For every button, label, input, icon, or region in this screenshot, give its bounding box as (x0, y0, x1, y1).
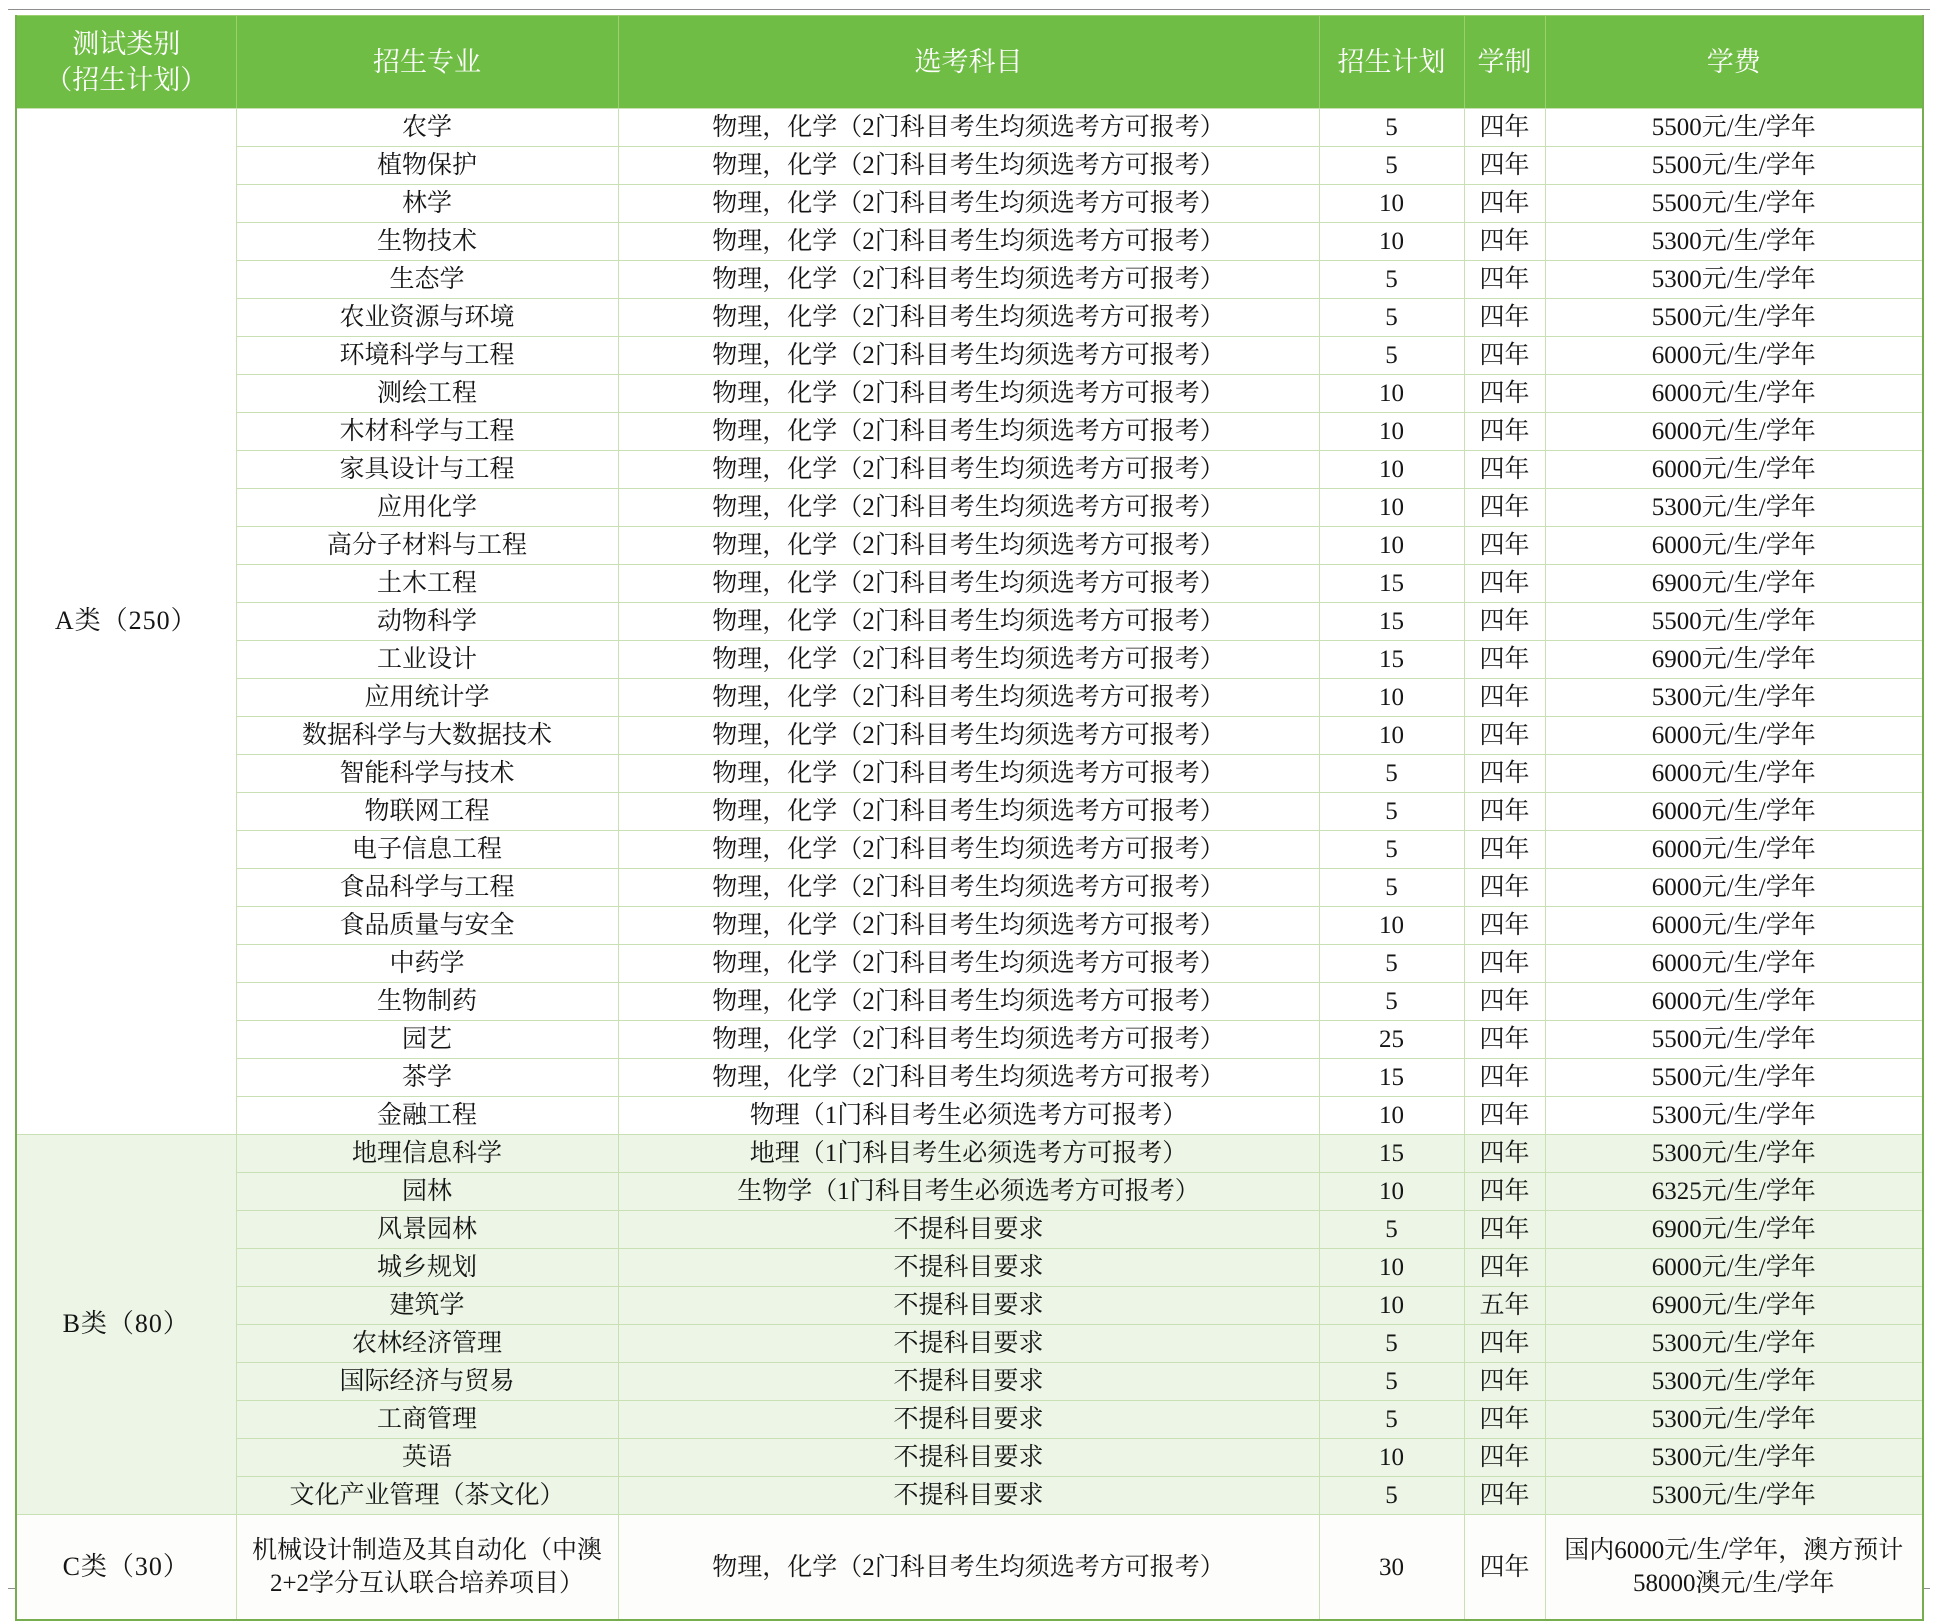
duration-cell: 四年 (1464, 489, 1545, 527)
col-header-duration: 学制 (1464, 16, 1545, 109)
subjects-cell: 物理，化学（2门科目考生均须选考方可报考） (618, 185, 1319, 223)
table-row (16, 603, 1923, 641)
major-cell: 文化产业管理（茶文化） (236, 1477, 618, 1515)
plan-cell: 15 (1319, 603, 1464, 641)
plan-cell: 5 (1319, 793, 1464, 831)
major-cell: 生物技术 (236, 223, 618, 261)
duration-cell: 四年 (1464, 299, 1545, 337)
duration-cell: 四年 (1464, 945, 1545, 983)
major-cell: 工业设计 (236, 641, 618, 679)
tuition-cell: 6900元/生/学年 (1545, 565, 1923, 603)
subjects-cell: 物理，化学（2门科目考生均须选考方可报考） (618, 869, 1319, 907)
col-header-plan: 招生计划 (1319, 16, 1464, 109)
tuition-cell: 5500元/生/学年 (1545, 147, 1923, 185)
duration-cell: 五年 (1464, 1287, 1545, 1325)
duration-cell: 四年 (1464, 717, 1545, 755)
plan-cell: 10 (1319, 1439, 1464, 1477)
subjects-cell: 物理，化学（2门科目考生均须选考方可报考） (618, 261, 1319, 299)
major-cell: 城乡规划 (236, 1249, 618, 1287)
major-cell: 风景园林 (236, 1211, 618, 1249)
duration-cell: 四年 (1464, 603, 1545, 641)
tuition-cell: 6900元/生/学年 (1545, 1211, 1923, 1249)
plan-cell: 5 (1319, 1363, 1464, 1401)
duration-cell: 四年 (1464, 1439, 1545, 1477)
plan-cell: 10 (1319, 1249, 1464, 1287)
major-cell: 电子信息工程 (236, 831, 618, 869)
subjects-cell: 物理，化学（2门科目考生均须选考方可报考） (618, 337, 1319, 375)
major-cell: 应用化学 (236, 489, 618, 527)
major-cell: 机械设计制造及其自动化（中澳2+2学分互认联合培养项目） (236, 1515, 618, 1621)
subjects-cell: 物理，化学（2门科目考生均须选考方可报考） (618, 1515, 1319, 1621)
plan-cell: 10 (1319, 223, 1464, 261)
top-rule (8, 9, 1930, 10)
table-row (16, 1173, 1923, 1211)
major-cell: 物联网工程 (236, 793, 618, 831)
major-cell: 木材科学与工程 (236, 413, 618, 451)
subjects-cell: 物理（1门科目考生必须选考方可报考） (618, 1097, 1319, 1135)
tuition-cell: 5300元/生/学年 (1545, 223, 1923, 261)
table-row (16, 1401, 1923, 1439)
subjects-cell: 物理，化学（2门科目考生均须选考方可报考） (618, 299, 1319, 337)
plan-cell: 5 (1319, 147, 1464, 185)
tuition-cell: 5300元/生/学年 (1545, 1439, 1923, 1477)
tuition-cell: 5300元/生/学年 (1545, 679, 1923, 717)
subjects-cell: 物理，化学（2门科目考生均须选考方可报考） (618, 527, 1319, 565)
tuition-cell: 6000元/生/学年 (1545, 413, 1923, 451)
col-header-category (16, 16, 236, 109)
plan-cell: 10 (1319, 527, 1464, 565)
table-row (16, 1059, 1923, 1097)
plan-cell: 30 (1319, 1515, 1464, 1621)
duration-cell: 四年 (1464, 261, 1545, 299)
tuition-cell: 6000元/生/学年 (1545, 945, 1923, 983)
subjects-cell: 不提科目要求 (618, 1211, 1319, 1249)
subjects-cell: 物理，化学（2门科目考生均须选考方可报考） (618, 565, 1319, 603)
duration-cell: 四年 (1464, 755, 1545, 793)
table-row (16, 1211, 1923, 1249)
duration-cell: 四年 (1464, 869, 1545, 907)
duration-cell: 四年 (1464, 451, 1545, 489)
subjects-cell: 物理，化学（2门科目考生均须选考方可报考） (618, 451, 1319, 489)
major-cell: 园林 (236, 1173, 618, 1211)
subjects-cell: 物理，化学（2门科目考生均须选考方可报考） (618, 679, 1319, 717)
category-cell: C类（30） (16, 1515, 236, 1621)
tuition-cell: 6000元/生/学年 (1545, 755, 1923, 793)
tuition-cell: 5500元/生/学年 (1545, 1021, 1923, 1059)
major-cell: 数据科学与大数据技术 (236, 717, 618, 755)
subjects-cell: 物理，化学（2门科目考生均须选考方可报考） (618, 831, 1319, 869)
subjects-cell: 物理，化学（2门科目考生均须选考方可报考） (618, 413, 1319, 451)
duration-cell: 四年 (1464, 983, 1545, 1021)
plan-cell: 10 (1319, 1097, 1464, 1135)
plan-cell: 5 (1319, 945, 1464, 983)
major-cell: 动物科学 (236, 603, 618, 641)
subjects-cell: 物理，化学（2门科目考生均须选考方可报考） (618, 375, 1319, 413)
duration-cell: 四年 (1464, 1211, 1545, 1249)
major-cell: 园艺 (236, 1021, 618, 1059)
subjects-cell: 物理，化学（2门科目考生均须选考方可报考） (618, 1021, 1319, 1059)
category-cell: A类（250） (16, 109, 236, 1135)
duration-cell: 四年 (1464, 1249, 1545, 1287)
duration-cell: 四年 (1464, 1401, 1545, 1439)
major-cell: 家具设计与工程 (236, 451, 618, 489)
major-cell: 英语 (236, 1439, 618, 1477)
tuition-cell: 6000元/生/学年 (1545, 451, 1923, 489)
major-cell: 生物制药 (236, 983, 618, 1021)
major-cell: 农业资源与环境 (236, 299, 618, 337)
plan-cell: 5 (1319, 1211, 1464, 1249)
plan-cell: 5 (1319, 1477, 1464, 1515)
duration-cell: 四年 (1464, 565, 1545, 603)
tuition-cell: 5300元/生/学年 (1545, 1325, 1923, 1363)
table-row (16, 1325, 1923, 1363)
plan-cell: 10 (1319, 717, 1464, 755)
subjects-cell: 物理，化学（2门科目考生均须选考方可报考） (618, 717, 1319, 755)
table-row (16, 869, 1923, 907)
duration-cell: 四年 (1464, 1173, 1545, 1211)
table-header (16, 16, 1923, 109)
table-row (16, 451, 1923, 489)
table-row (16, 831, 1923, 869)
major-cell: 茶学 (236, 1059, 618, 1097)
tuition-cell: 6000元/生/学年 (1545, 375, 1923, 413)
table-row (16, 1363, 1923, 1401)
table-row (16, 755, 1923, 793)
plan-cell: 5 (1319, 261, 1464, 299)
tuition-cell: 6900元/生/学年 (1545, 641, 1923, 679)
tuition-cell: 6000元/生/学年 (1545, 869, 1923, 907)
plan-cell: 10 (1319, 489, 1464, 527)
duration-cell: 四年 (1464, 1477, 1545, 1515)
tuition-cell: 5500元/生/学年 (1545, 603, 1923, 641)
tuition-cell: 6000元/生/学年 (1545, 831, 1923, 869)
admission-plan-table (15, 15, 1924, 1621)
table-row (16, 1249, 1923, 1287)
tuition-cell: 国内6000元/生/学年，澳方预计58000澳元/生/学年 (1545, 1515, 1923, 1621)
plan-cell: 10 (1319, 1173, 1464, 1211)
major-cell: 食品科学与工程 (236, 869, 618, 907)
duration-cell: 四年 (1464, 147, 1545, 185)
major-cell: 高分子材料与工程 (236, 527, 618, 565)
subjects-cell: 物理，化学（2门科目考生均须选考方可报考） (618, 489, 1319, 527)
tuition-cell: 6000元/生/学年 (1545, 907, 1923, 945)
duration-cell: 四年 (1464, 641, 1545, 679)
duration-cell: 四年 (1464, 413, 1545, 451)
tuition-cell: 6000元/生/学年 (1545, 527, 1923, 565)
col-header-subjects: 选考科目 (618, 16, 1319, 109)
duration-cell: 四年 (1464, 337, 1545, 375)
duration-cell: 四年 (1464, 223, 1545, 261)
major-cell: 测绘工程 (236, 375, 618, 413)
table-row (16, 109, 1923, 147)
plan-cell: 10 (1319, 907, 1464, 945)
subjects-cell: 不提科目要求 (618, 1439, 1319, 1477)
duration-cell: 四年 (1464, 1021, 1545, 1059)
major-cell: 应用统计学 (236, 679, 618, 717)
plan-cell: 15 (1319, 641, 1464, 679)
table-row (16, 261, 1923, 299)
tuition-cell: 5500元/生/学年 (1545, 299, 1923, 337)
table-row (16, 147, 1923, 185)
table-row (16, 299, 1923, 337)
major-cell: 土木工程 (236, 565, 618, 603)
tuition-cell: 5300元/生/学年 (1545, 261, 1923, 299)
duration-cell: 四年 (1464, 793, 1545, 831)
table-row (16, 185, 1923, 223)
table-row (16, 1477, 1923, 1515)
tuition-cell: 6000元/生/学年 (1545, 717, 1923, 755)
duration-cell: 四年 (1464, 375, 1545, 413)
plan-cell: 5 (1319, 755, 1464, 793)
plan-cell: 5 (1319, 869, 1464, 907)
tuition-cell: 5300元/生/学年 (1545, 489, 1923, 527)
col-header-category-line1: 测试类别 (72, 28, 181, 59)
subjects-cell: 不提科目要求 (618, 1401, 1319, 1439)
table-row (16, 907, 1923, 945)
table-row (16, 717, 1923, 755)
category-cell: B类（80） (16, 1135, 236, 1515)
duration-cell: 四年 (1464, 831, 1545, 869)
subjects-cell: 物理，化学（2门科目考生均须选考方可报考） (618, 983, 1319, 1021)
major-cell: 环境科学与工程 (236, 337, 618, 375)
subjects-cell: 不提科目要求 (618, 1249, 1319, 1287)
major-cell: 食品质量与安全 (236, 907, 618, 945)
tuition-cell: 6900元/生/学年 (1545, 1287, 1923, 1325)
table-row (16, 1021, 1923, 1059)
tuition-cell: 5500元/生/学年 (1545, 185, 1923, 223)
plan-cell: 10 (1319, 1287, 1464, 1325)
duration-cell: 四年 (1464, 185, 1545, 223)
plan-cell: 25 (1319, 1021, 1464, 1059)
plan-cell: 10 (1319, 413, 1464, 451)
subjects-cell: 不提科目要求 (618, 1363, 1319, 1401)
tuition-cell: 6325元/生/学年 (1545, 1173, 1923, 1211)
plan-cell: 10 (1319, 185, 1464, 223)
subjects-cell: 物理，化学（2门科目考生均须选考方可报考） (618, 945, 1319, 983)
tuition-cell: 5300元/生/学年 (1545, 1477, 1923, 1515)
plan-cell: 15 (1319, 1059, 1464, 1097)
major-cell: 金融工程 (236, 1097, 618, 1135)
table-row (16, 489, 1923, 527)
tuition-cell: 5300元/生/学年 (1545, 1135, 1923, 1173)
plan-cell: 5 (1319, 109, 1464, 147)
subjects-cell: 不提科目要求 (618, 1325, 1319, 1363)
table-row (16, 375, 1923, 413)
table-row (16, 1515, 1923, 1621)
table-row (16, 1287, 1923, 1325)
tuition-cell: 6000元/生/学年 (1545, 983, 1923, 1021)
major-cell: 智能科学与技术 (236, 755, 618, 793)
major-cell: 林学 (236, 185, 618, 223)
duration-cell: 四年 (1464, 1325, 1545, 1363)
tuition-cell: 6000元/生/学年 (1545, 793, 1923, 831)
table-row (16, 679, 1923, 717)
table-row (16, 641, 1923, 679)
plan-cell: 5 (1319, 299, 1464, 337)
major-cell: 农林经济管理 (236, 1325, 618, 1363)
tuition-cell: 5300元/生/学年 (1545, 1097, 1923, 1135)
table-row (16, 945, 1923, 983)
subjects-cell: 物理，化学（2门科目考生均须选考方可报考） (618, 907, 1319, 945)
col-header-category-line2: （招生计划） (45, 65, 208, 95)
subjects-cell: 不提科目要求 (618, 1287, 1319, 1325)
subjects-cell: 不提科目要求 (618, 1477, 1319, 1515)
tuition-cell: 6000元/生/学年 (1545, 1249, 1923, 1287)
duration-cell: 四年 (1464, 1363, 1545, 1401)
header-row (16, 16, 1923, 109)
plan-cell: 10 (1319, 375, 1464, 413)
table-row (16, 793, 1923, 831)
subjects-cell: 物理，化学（2门科目考生均须选考方可报考） (618, 603, 1319, 641)
plan-cell: 5 (1319, 983, 1464, 1021)
major-cell: 农学 (236, 109, 618, 147)
major-cell: 建筑学 (236, 1287, 618, 1325)
table-row (16, 337, 1923, 375)
tuition-cell: 5500元/生/学年 (1545, 109, 1923, 147)
tuition-cell: 6000元/生/学年 (1545, 337, 1923, 375)
plan-cell: 5 (1319, 1325, 1464, 1363)
tuition-cell: 5300元/生/学年 (1545, 1363, 1923, 1401)
major-cell: 植物保护 (236, 147, 618, 185)
major-cell: 国际经济与贸易 (236, 1363, 618, 1401)
plan-cell: 5 (1319, 831, 1464, 869)
table-row (16, 1135, 1923, 1173)
duration-cell: 四年 (1464, 527, 1545, 565)
duration-cell: 四年 (1464, 1097, 1545, 1135)
subjects-cell: 物理，化学（2门科目考生均须选考方可报考） (618, 109, 1319, 147)
plan-cell: 10 (1319, 451, 1464, 489)
plan-cell: 10 (1319, 679, 1464, 717)
duration-cell: 四年 (1464, 907, 1545, 945)
duration-cell: 四年 (1464, 679, 1545, 717)
subjects-cell: 物理，化学（2门科目考生均须选考方可报考） (618, 755, 1319, 793)
table-row (16, 983, 1923, 1021)
table-row (16, 565, 1923, 603)
subjects-cell: 物理，化学（2门科目考生均须选考方可报考） (618, 641, 1319, 679)
duration-cell: 四年 (1464, 1059, 1545, 1097)
subjects-cell: 物理，化学（2门科目考生均须选考方可报考） (618, 223, 1319, 261)
table-row (16, 1439, 1923, 1477)
table-row (16, 413, 1923, 451)
col-header-major: 招生专业 (236, 16, 618, 109)
major-cell: 中药学 (236, 945, 618, 983)
plan-cell: 5 (1319, 1401, 1464, 1439)
table-row (16, 527, 1923, 565)
subjects-cell: 物理，化学（2门科目考生均须选考方可报考） (618, 1059, 1319, 1097)
subjects-cell: 地理（1门科目考生必须选考方可报考） (618, 1135, 1319, 1173)
col-header-tuition: 学费 (1545, 16, 1923, 109)
major-cell: 地理信息科学 (236, 1135, 618, 1173)
subjects-cell: 生物学（1门科目考生必须选考方可报考） (618, 1173, 1319, 1211)
plan-cell: 15 (1319, 1135, 1464, 1173)
major-cell: 工商管理 (236, 1401, 618, 1439)
duration-cell: 四年 (1464, 1515, 1545, 1621)
table-row (16, 223, 1923, 261)
tuition-cell: 5500元/生/学年 (1545, 1059, 1923, 1097)
major-cell: 生态学 (236, 261, 618, 299)
table-row (16, 1097, 1923, 1135)
tuition-cell: 5300元/生/学年 (1545, 1401, 1923, 1439)
duration-cell: 四年 (1464, 109, 1545, 147)
plan-cell: 5 (1319, 337, 1464, 375)
subjects-cell: 物理，化学（2门科目考生均须选考方可报考） (618, 793, 1319, 831)
subjects-cell: 物理，化学（2门科目考生均须选考方可报考） (618, 147, 1319, 185)
duration-cell: 四年 (1464, 1135, 1545, 1173)
table-body (16, 109, 1923, 1621)
plan-cell: 15 (1319, 565, 1464, 603)
